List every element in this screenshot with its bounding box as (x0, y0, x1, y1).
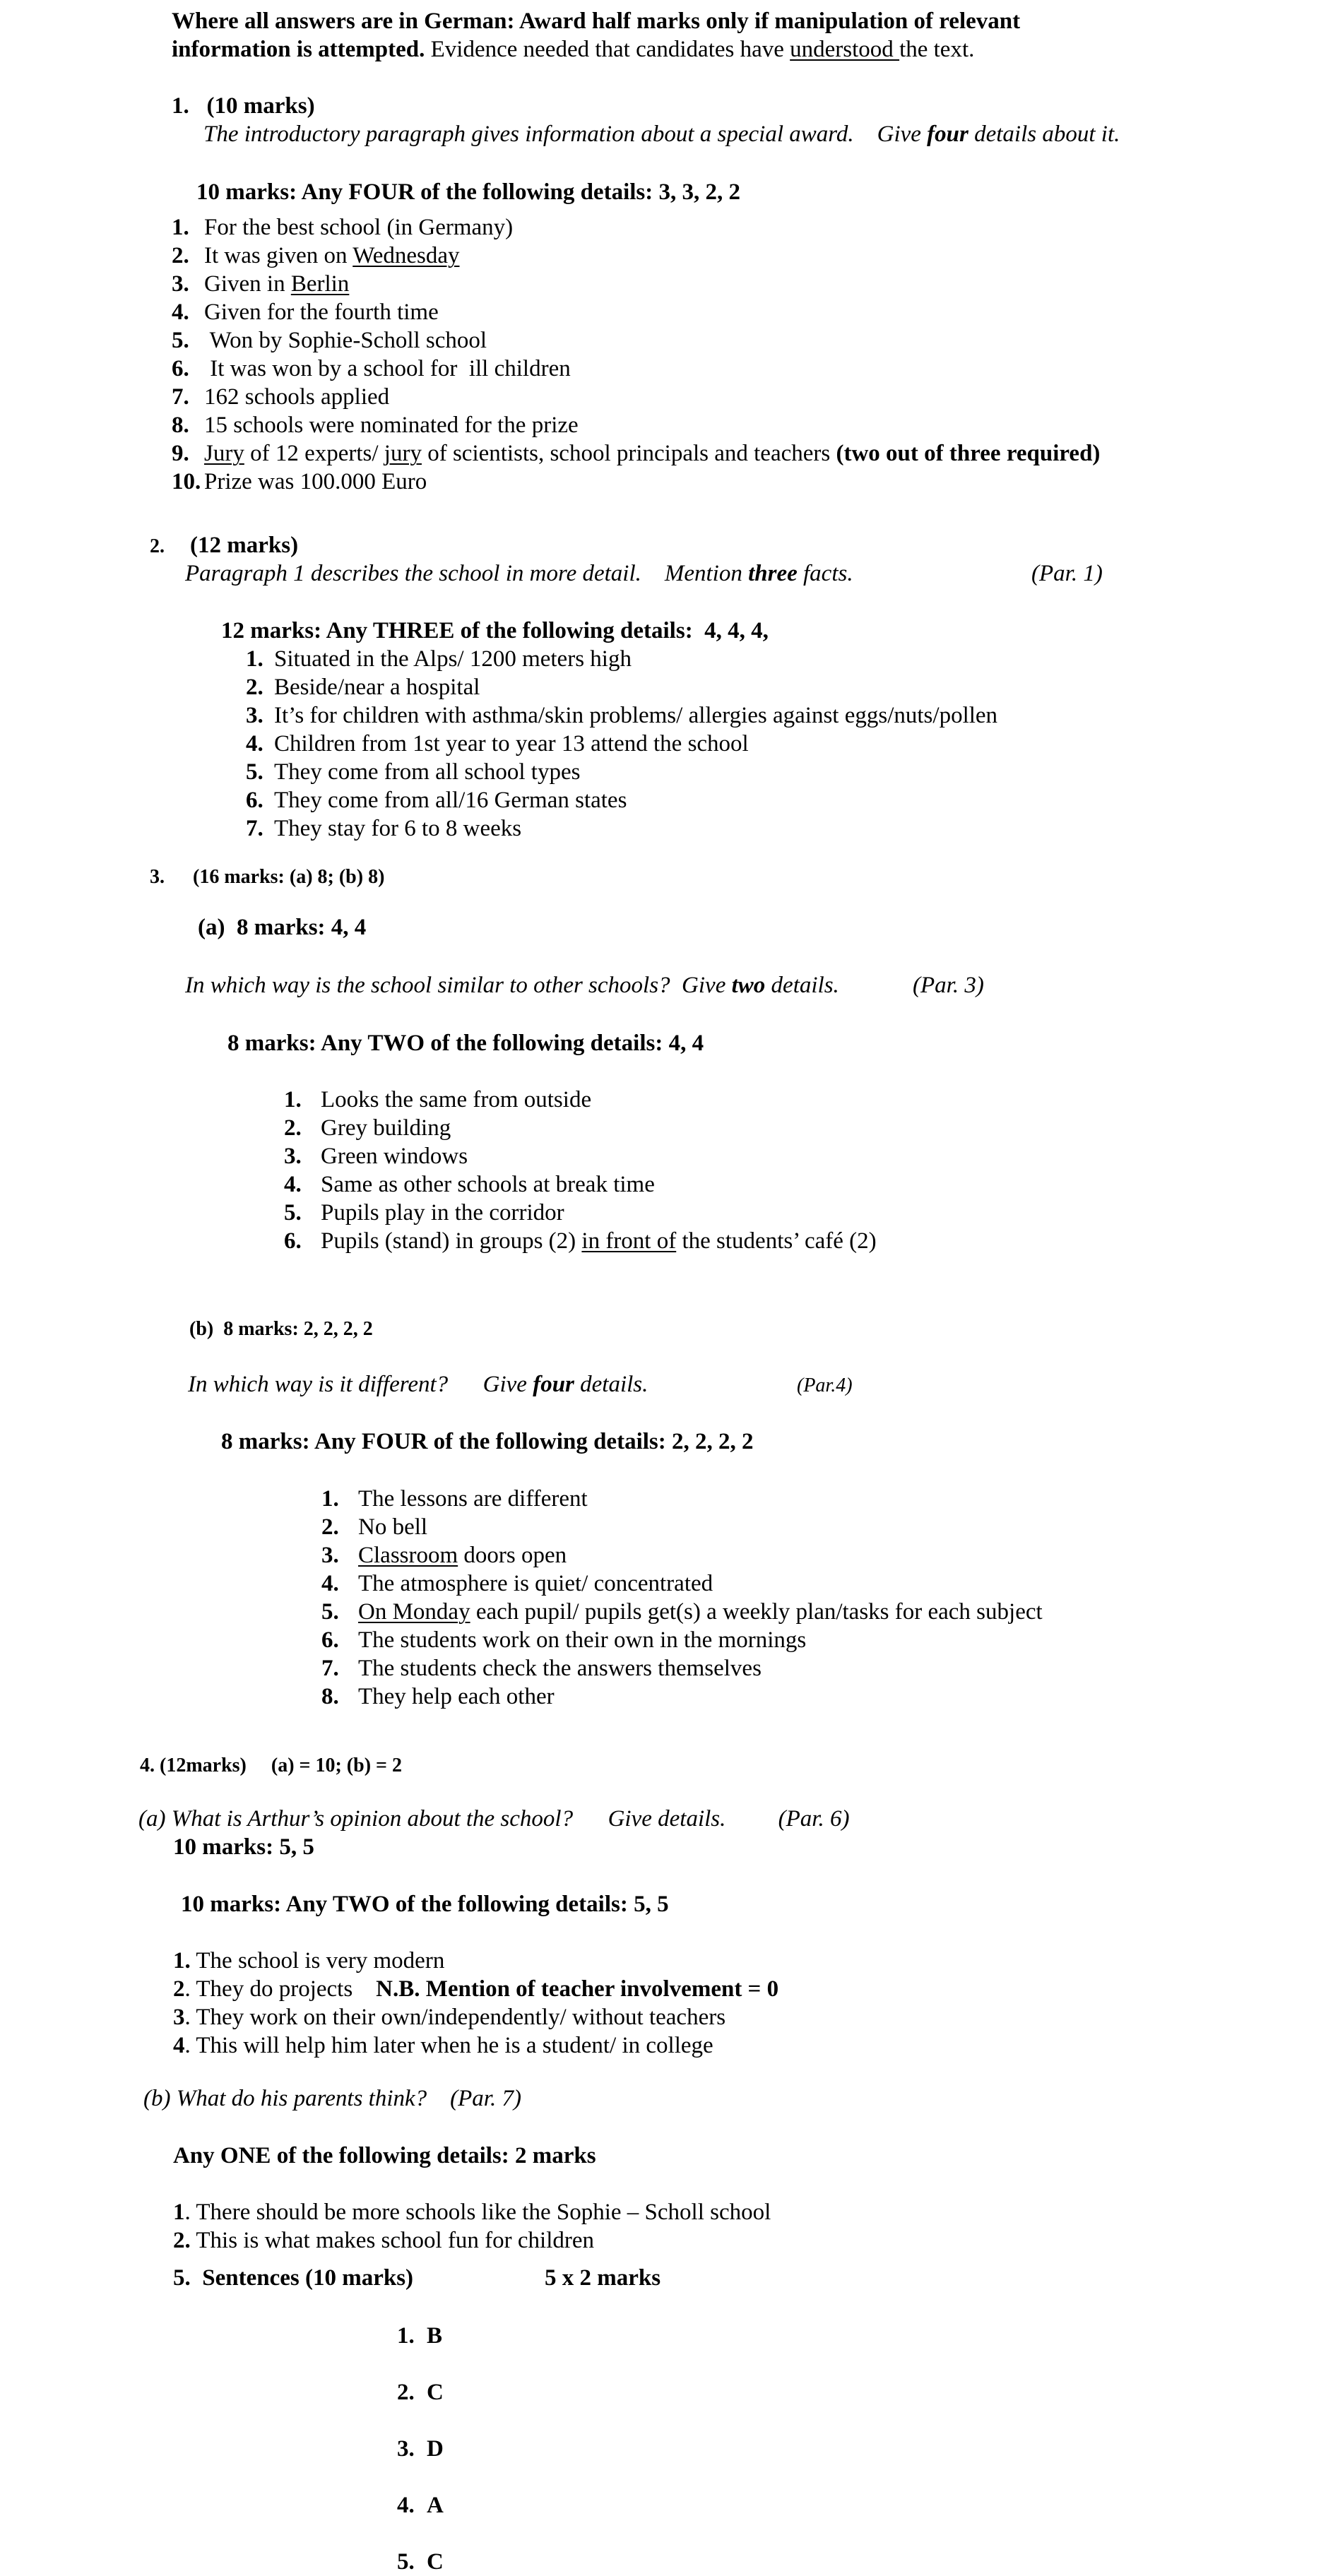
list-item (321, 1598, 1043, 1626)
item-number: 3. (246, 703, 263, 728)
item-bold-note: N.B. Mention of teacher involvement = 0 (376, 1976, 779, 2002)
list-item (397, 2378, 444, 2406)
item-text: . They do projects (184, 1976, 377, 2002)
item-text: Pupils (stand) in groups (2) (321, 1228, 582, 1254)
list-item (321, 1682, 555, 1711)
list-item (246, 701, 997, 730)
item-underlined: On Monday (358, 1599, 470, 1625)
list-item (284, 1199, 564, 1227)
item-text: 162 schools applied (204, 384, 390, 410)
list-item (321, 1541, 567, 1569)
item-number: 5. (321, 1599, 339, 1625)
answer-letter: C (427, 2549, 444, 2575)
item-underlined: Classroom (358, 1543, 458, 1568)
item-text: doors open (458, 1543, 567, 1568)
q1-header (172, 92, 315, 120)
item-number: 7. (321, 1656, 339, 1681)
q2-marks: (12 marks) (190, 533, 299, 558)
item-text: It’s for children with asthma/skin problems/ allergies against eggs/nuts/pollen (274, 703, 998, 728)
intro-underlined: understood (790, 37, 900, 62)
item-text: . There should be more schools like the Sophie – Scholl school (184, 2200, 771, 2225)
list-item (173, 2003, 725, 2031)
item-number: 2. (321, 1514, 339, 1540)
list-item (172, 270, 349, 298)
q1-prompt-end: details about it. (968, 121, 1120, 147)
q3a-prompt (185, 971, 839, 999)
q2-scheme: 12 marks: Any THREE of the following details: 4, 4, 4, (221, 618, 769, 643)
item-number: 1. (397, 2323, 415, 2349)
item-underlined: jury (384, 441, 422, 466)
item-number: 1. (246, 646, 263, 672)
answer-letter: C (427, 2380, 444, 2405)
list-item (284, 1170, 655, 1199)
list-item (284, 1227, 877, 1255)
item-text: The students work on their own in the mornings (358, 1627, 807, 1653)
q4-header: 4. (12marks) (a) = 10; (b) = 2 (140, 1755, 402, 1776)
item-text: This is what makes school fun for children (190, 2228, 595, 2253)
item-text: Won by Sophie-Scholl school (204, 328, 487, 353)
list-item (397, 2322, 442, 2350)
item-number: 6. (172, 356, 189, 381)
list-item (246, 758, 580, 786)
q1-number: 1. (172, 93, 189, 119)
q2-paragraph-ref: (Par. 1) (1031, 561, 1103, 586)
item-number: 2. (173, 2228, 191, 2253)
item-text: For the best school (in Germany) (204, 215, 514, 240)
item-text: They stay for 6 to 8 weeks (274, 816, 522, 841)
list-item (173, 1975, 778, 2003)
list-item (246, 730, 749, 758)
item-number: 5. (397, 2549, 415, 2575)
item-number: 2. (397, 2380, 415, 2405)
item-number: 4. (172, 299, 189, 325)
q2-prompt-text: Paragraph 1 describes the school in more detail. Mention (185, 561, 749, 586)
item-text: They come from all/16 German states (274, 788, 627, 813)
intro-text: Evidence needed that candidates have (425, 37, 790, 62)
item-number: 3. (397, 2436, 415, 2462)
item-text: Given in (204, 271, 291, 297)
item-text: the students’ café (2) (676, 1228, 877, 1254)
item-text: They help each other (358, 1684, 555, 1709)
q3a-prompt-text: In which way is the school similar to other schools? Give (185, 973, 732, 998)
q1-prompt-text: The introductory paragraph gives information about a special award. Give (203, 121, 928, 147)
item-number: 3 (173, 2005, 185, 2030)
item-number: 2. (284, 1115, 302, 1141)
item-text: Looks the same from outside (321, 1087, 592, 1112)
list-item (321, 1626, 806, 1654)
list-item (397, 2548, 444, 2576)
q1-prompt (203, 120, 1120, 148)
q2-prompt-bold: three (748, 561, 798, 586)
q3b-label: (b) 8 marks: 2, 2, 2, 2 (189, 1318, 373, 1340)
item-number: 2. (172, 243, 189, 268)
item-number: 3. (284, 1144, 302, 1169)
list-item (246, 645, 632, 673)
item-number: 7. (246, 816, 263, 841)
item-number: 8. (321, 1684, 339, 1709)
q4a-scheme: 10 marks: Any TWO of the following details: 5, 5 (181, 1892, 669, 1917)
list-item (246, 814, 521, 843)
q1-prompt-bold: four (927, 121, 968, 147)
item-number: 1 (173, 2200, 185, 2225)
item-text: They come from all school types (274, 759, 581, 785)
item-text: of scientists, school principals and teachers (421, 441, 836, 466)
list-item (284, 1114, 451, 1142)
item-underlined: in front of (581, 1228, 677, 1254)
q3b-prompt-end: details. (574, 1372, 648, 1397)
intro-bold: information is attempted. (172, 37, 425, 62)
item-number: 6. (321, 1627, 339, 1653)
list-item (172, 326, 487, 355)
answer-letter: B (427, 2323, 443, 2349)
item-number: 9. (172, 441, 189, 466)
list-item (321, 1485, 588, 1513)
list-item (172, 298, 439, 326)
item-text: Beside/near a hospital (274, 675, 480, 700)
q5-header: 5. Sentences (10 marks) (173, 2265, 414, 2291)
item-number: 4. (397, 2493, 415, 2518)
item-text: Given for the fourth time (204, 299, 439, 325)
q3a-paragraph-ref: (Par. 3) (913, 973, 984, 998)
list-item (173, 2198, 771, 2226)
item-bold-note: (two out of three required) (836, 441, 1101, 466)
list-item (246, 673, 480, 701)
list-item (284, 1086, 591, 1114)
item-text: Pupils play in the corridor (321, 1200, 564, 1225)
item-number: 2. (246, 675, 263, 700)
intro-line-2 (172, 35, 974, 64)
q3a-prompt-end: details. (765, 973, 839, 998)
item-text: The students check the answers themselves (358, 1656, 762, 1681)
item-number: 6. (284, 1228, 302, 1254)
item-number: 4. (284, 1172, 302, 1197)
item-number: 2 (173, 1976, 185, 2002)
q3b-prompt-text: In which way is it different? Give (188, 1372, 533, 1397)
item-number: 1. (173, 1948, 191, 1973)
list-item (321, 1654, 762, 1682)
item-text: 15 schools were nominated for the prize (204, 412, 579, 438)
q4a-prompt: (a) What is Arthur’s opinion about the school? Give details. (Par. 6) (138, 1806, 850, 1832)
q2-prompt (185, 559, 853, 588)
item-text: No bell (358, 1514, 428, 1540)
item-number: 4 (173, 2033, 185, 2058)
q3-number: 3. (150, 866, 165, 888)
item-text: The atmosphere is quiet/ concentrated (358, 1571, 713, 1596)
item-text: The lessons are different (358, 1486, 588, 1512)
item-number: 1. (284, 1087, 302, 1112)
q2-prompt-end: facts. (797, 561, 853, 586)
item-number: 1. (321, 1486, 339, 1512)
item-text: The school is very modern (190, 1948, 445, 1973)
list-item (172, 242, 460, 270)
item-number: 1. (172, 215, 189, 240)
list-item (172, 355, 571, 383)
q3b-prompt-bold: four (533, 1372, 574, 1397)
answer-letter: A (427, 2493, 444, 2518)
list-item (397, 2435, 444, 2463)
item-underlined: Jury (204, 441, 244, 466)
list-item (321, 1513, 427, 1541)
list-item (173, 2226, 594, 2255)
list-item (321, 1569, 713, 1598)
item-text: Prize was 100.000 Euro (204, 469, 427, 494)
q3a-scheme: 8 marks: Any TWO of the following details: 4, 4 (227, 1031, 704, 1056)
item-text: each pupil/ pupils get(s) a weekly plan/tasks for each subject (470, 1599, 1043, 1625)
q3a-prompt-bold: two (731, 973, 766, 998)
item-number: 10. (172, 469, 201, 494)
q1-scheme: 10 marks: Any FOUR of the following details: 3, 3, 2, 2 (196, 179, 740, 205)
intro-line-1: Where all answers are in German: Award half marks only if manipulation of relevant (172, 8, 1021, 34)
q3a-label: (a) 8 marks: 4, 4 (198, 915, 367, 940)
q5-marks: 5 x 2 marks (545, 2265, 661, 2291)
list-item (284, 1142, 468, 1170)
q3b-scheme: 8 marks: Any FOUR of the following details: 2, 2, 2, 2 (221, 1429, 754, 1454)
item-number: 5. (246, 759, 263, 785)
item-number: 5. (284, 1200, 302, 1225)
item-number: 7. (172, 384, 189, 410)
item-number: 4. (321, 1571, 339, 1596)
list-item (397, 2491, 444, 2519)
item-text: of 12 experts/ (244, 441, 384, 466)
item-number: 3. (172, 271, 189, 297)
q2-number: 2. (150, 535, 165, 557)
item-text: Grey building (321, 1115, 451, 1141)
list-item (172, 213, 513, 242)
item-underlined: Berlin (290, 271, 350, 297)
item-text: Children from 1st year to year 13 attend the school (274, 731, 749, 756)
q4b-prompt: (b) What do his parents think? (Par. 7) (143, 2086, 521, 2111)
item-text: . This will help him later when he is a student/ in college (184, 2033, 713, 2058)
item-text: . They work on their own/independently/ without teachers (184, 2005, 726, 2030)
list-item (173, 1947, 444, 1975)
q3b-prompt (188, 1370, 648, 1399)
item-text: Situated in the Alps/ 1200 meters high (274, 646, 632, 672)
item-number: 8. (172, 412, 189, 438)
answer-letter: D (427, 2436, 444, 2462)
q3-marks: (16 marks: (a) 8; (b) 8) (193, 866, 385, 888)
list-item (172, 411, 579, 439)
list-item (246, 786, 627, 814)
q1-marks: (10 marks) (206, 93, 315, 119)
q3b-paragraph-ref: (Par.4) (797, 1375, 853, 1396)
list-item (172, 468, 427, 496)
item-text: It was given on (204, 243, 353, 268)
item-underlined: Wednesday (353, 243, 460, 268)
item-number: 3. (321, 1543, 339, 1568)
list-item (172, 439, 1100, 468)
list-item (173, 2031, 713, 2060)
item-number: 4. (246, 731, 263, 756)
item-text: It was won by a school for ill children (204, 356, 571, 381)
item-text: Same as other schools at break time (321, 1172, 655, 1197)
list-item (172, 383, 389, 411)
item-number: 6. (246, 788, 263, 813)
q2-header (150, 531, 298, 561)
q4a-marks: 10 marks: 5, 5 (173, 1834, 314, 1860)
q3-header (150, 863, 384, 891)
item-number: 5. (172, 328, 189, 353)
item-text: Green windows (321, 1144, 468, 1169)
q4b-scheme: Any ONE of the following details: 2 marks (173, 2143, 596, 2168)
intro-text-end: the text. (899, 37, 975, 62)
